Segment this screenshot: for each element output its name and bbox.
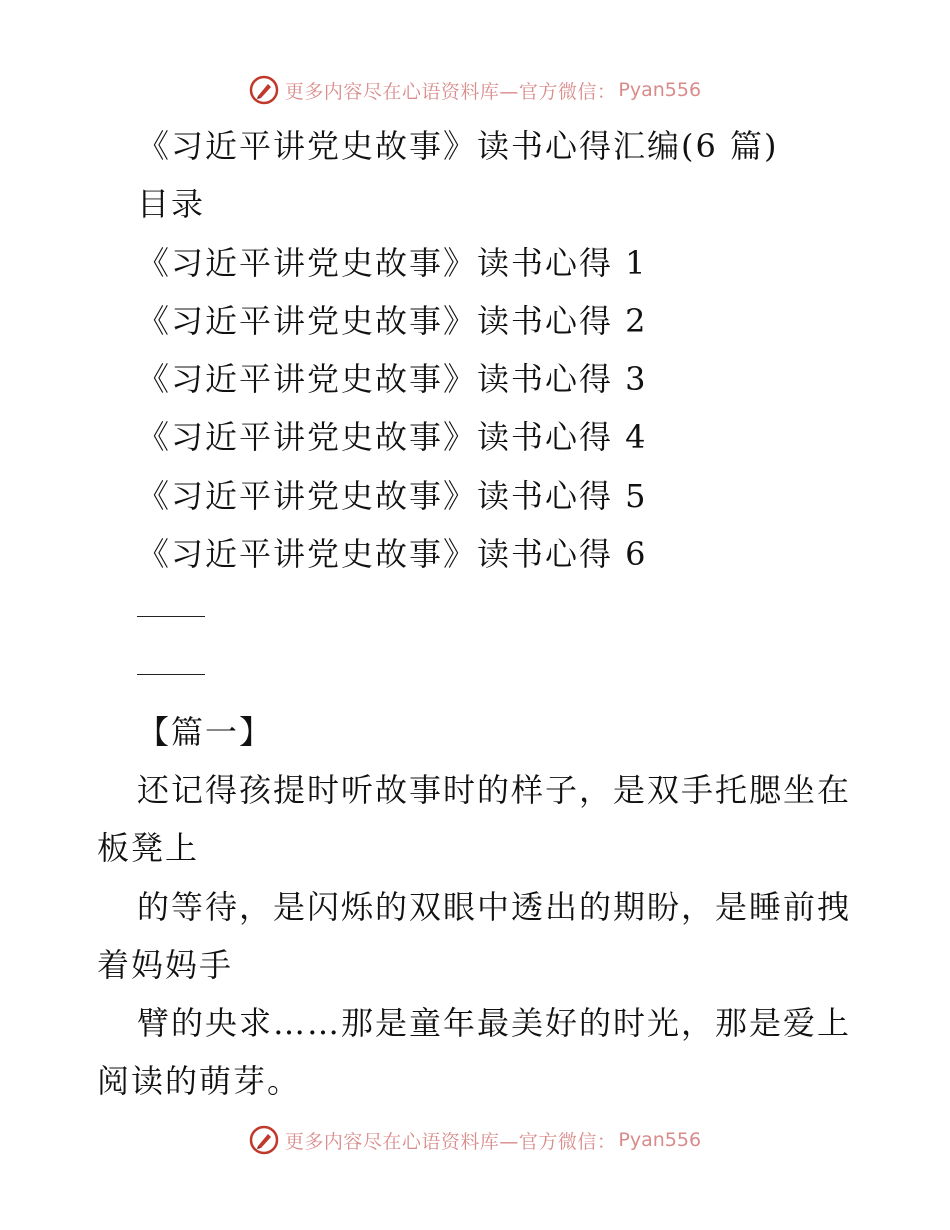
toc-heading: 目录 xyxy=(137,185,206,223)
footer-watermark xyxy=(0,1120,950,1160)
pen-logo-icon xyxy=(249,75,279,105)
watermark-text: 更多内容尽在心语资料库—官方微信： xyxy=(284,1130,617,1153)
separator-rule-1 xyxy=(137,616,205,617)
toc-item-2: 《习近平讲党史故事》读书心得 2 xyxy=(137,302,648,340)
paragraph-line-5: 臂的央求……那是童年最美好的时光，那是爱上 xyxy=(137,1004,852,1042)
separator-rule-2 xyxy=(137,674,205,675)
toc-item-5: 《习近平讲党史故事》读书心得 5 xyxy=(137,477,648,515)
paragraph-line-2: 板凳上 xyxy=(97,829,200,867)
watermark-text: 更多内容尽在心语资料库—官方微信： xyxy=(284,80,617,103)
watermark-wechat-id: Pyan556 xyxy=(618,1129,702,1151)
paragraph-line-1: 还记得孩提时听故事时的样子，是双手托腮坐在 xyxy=(137,771,852,809)
toc-item-1: 《习近平讲党史故事》读书心得 1 xyxy=(137,244,648,282)
paragraph-line-6: 阅读的萌芽。 xyxy=(97,1062,302,1100)
paragraph-line-3: 的等待，是闪烁的双眼中透出的期盼，是睡前拽 xyxy=(137,888,852,926)
pen-logo-icon xyxy=(249,1125,279,1155)
section-heading: 【篇一】 xyxy=(137,713,274,751)
document-title: 《习近平讲党史故事》读书心得汇编(6 篇) xyxy=(137,127,779,165)
header-watermark xyxy=(0,70,950,110)
toc-item-4: 《习近平讲党史故事》读书心得 4 xyxy=(137,418,648,456)
watermark-wechat-id: Pyan556 xyxy=(618,79,702,101)
paragraph-line-4: 着妈妈手 xyxy=(97,946,234,984)
toc-item-6: 《习近平讲党史故事》读书心得 6 xyxy=(137,535,648,573)
toc-item-3: 《习近平讲党史故事》读书心得 3 xyxy=(137,360,648,398)
